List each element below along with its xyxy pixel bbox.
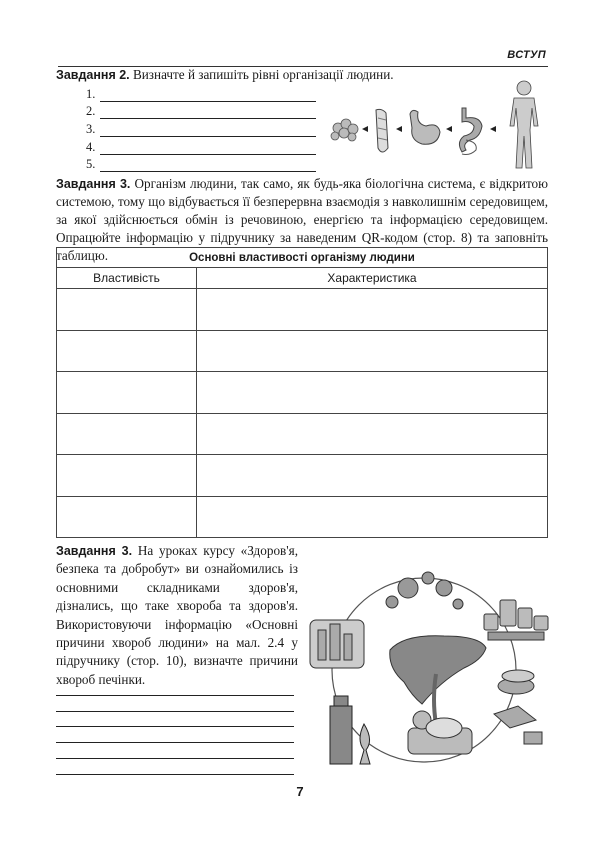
page-number: 7 xyxy=(296,784,304,799)
task2-answer-list xyxy=(86,84,316,172)
answer-line-5[interactable]: 5. xyxy=(86,155,316,173)
table-title: Основні властивості організму людини xyxy=(57,248,548,268)
sedentary-lifestyle-icon xyxy=(408,711,472,754)
organization-levels-illustration xyxy=(326,78,554,170)
arrow-icon xyxy=(362,126,368,132)
germs-icon xyxy=(386,572,463,609)
property-cell[interactable] xyxy=(57,455,197,497)
answer-line-3[interactable]: 3. xyxy=(86,119,316,137)
medicines-icon xyxy=(484,600,548,640)
property-cell[interactable] xyxy=(57,330,197,372)
characteristic-cell[interactable] xyxy=(197,413,548,455)
alcohol-icon xyxy=(330,696,370,764)
task3b-label: Завдання 3. xyxy=(56,544,133,558)
property-cell[interactable] xyxy=(57,413,197,455)
table-row xyxy=(57,372,548,414)
table-row xyxy=(57,455,548,497)
task2-text: Визначте й запишіть рівні організації людини. xyxy=(132,67,394,82)
col-header-characteristic: Характеристика xyxy=(197,268,548,289)
human-body-icon xyxy=(510,81,538,168)
col-header-property: Властивість xyxy=(57,268,197,289)
task2-label: Завдання 2. xyxy=(56,68,130,82)
pollution-icon xyxy=(310,620,364,668)
liver-icon xyxy=(390,636,486,704)
task3b-paragraph xyxy=(56,542,298,689)
task3a-text: Організм людини, так само, як будь-яка біологічна система, є відкритою системою, тому що відбувається її безперервна взаємодія з навколишнім середовищем, за якої здійснюється обмін із речовиною, енергією та інформацією середовищем. Опрацюйте інформацію у підручнику за наведеним QR-кодом (стор. 8) та заповніть таблицю. xyxy=(56,176,549,263)
table-row xyxy=(57,289,548,331)
table-row xyxy=(57,330,548,372)
task3b-answer-lines[interactable] xyxy=(56,680,294,775)
characteristic-cell[interactable] xyxy=(197,496,548,538)
tissue-icon xyxy=(376,109,388,152)
property-cell[interactable] xyxy=(57,372,197,414)
answer-line-1[interactable]: 1. xyxy=(86,84,316,102)
property-cell[interactable] xyxy=(57,496,197,538)
arrow-icon xyxy=(396,126,402,132)
liver-disease-causes-illustration xyxy=(304,564,556,770)
property-cell[interactable] xyxy=(57,289,197,331)
task3b-text: На уроках курсу «Здоров'я, безпека та добробут» ви ознайомились із основними складниками здоров'я, дізнались, що таке хвороба та здоров'я. Використовуючи інформацію «Основні причини хвороб людини» на мал. 2.4 у підручнику (стор. 10), визначте причини хвороб печінки. xyxy=(56,543,298,687)
arrow-icon xyxy=(446,126,452,132)
stomach-icon xyxy=(410,110,440,144)
arrow-icon xyxy=(490,126,496,132)
section-label: ВСТУП xyxy=(507,49,546,61)
answer-line-4[interactable]: 4. xyxy=(86,137,316,155)
task3a-label: Завдання 3. xyxy=(56,177,131,191)
properties-table xyxy=(56,247,548,538)
digestive-system-icon xyxy=(459,108,482,155)
answer-line-2[interactable]: 2. xyxy=(86,102,316,120)
characteristic-cell[interactable] xyxy=(197,372,548,414)
table-row xyxy=(57,413,548,455)
characteristic-cell[interactable] xyxy=(197,455,548,497)
characteristic-cell[interactable] xyxy=(197,289,548,331)
junk-food-icon xyxy=(494,670,542,744)
cells-icon xyxy=(331,119,358,141)
table-row xyxy=(57,496,548,538)
characteristic-cell[interactable] xyxy=(197,330,548,372)
